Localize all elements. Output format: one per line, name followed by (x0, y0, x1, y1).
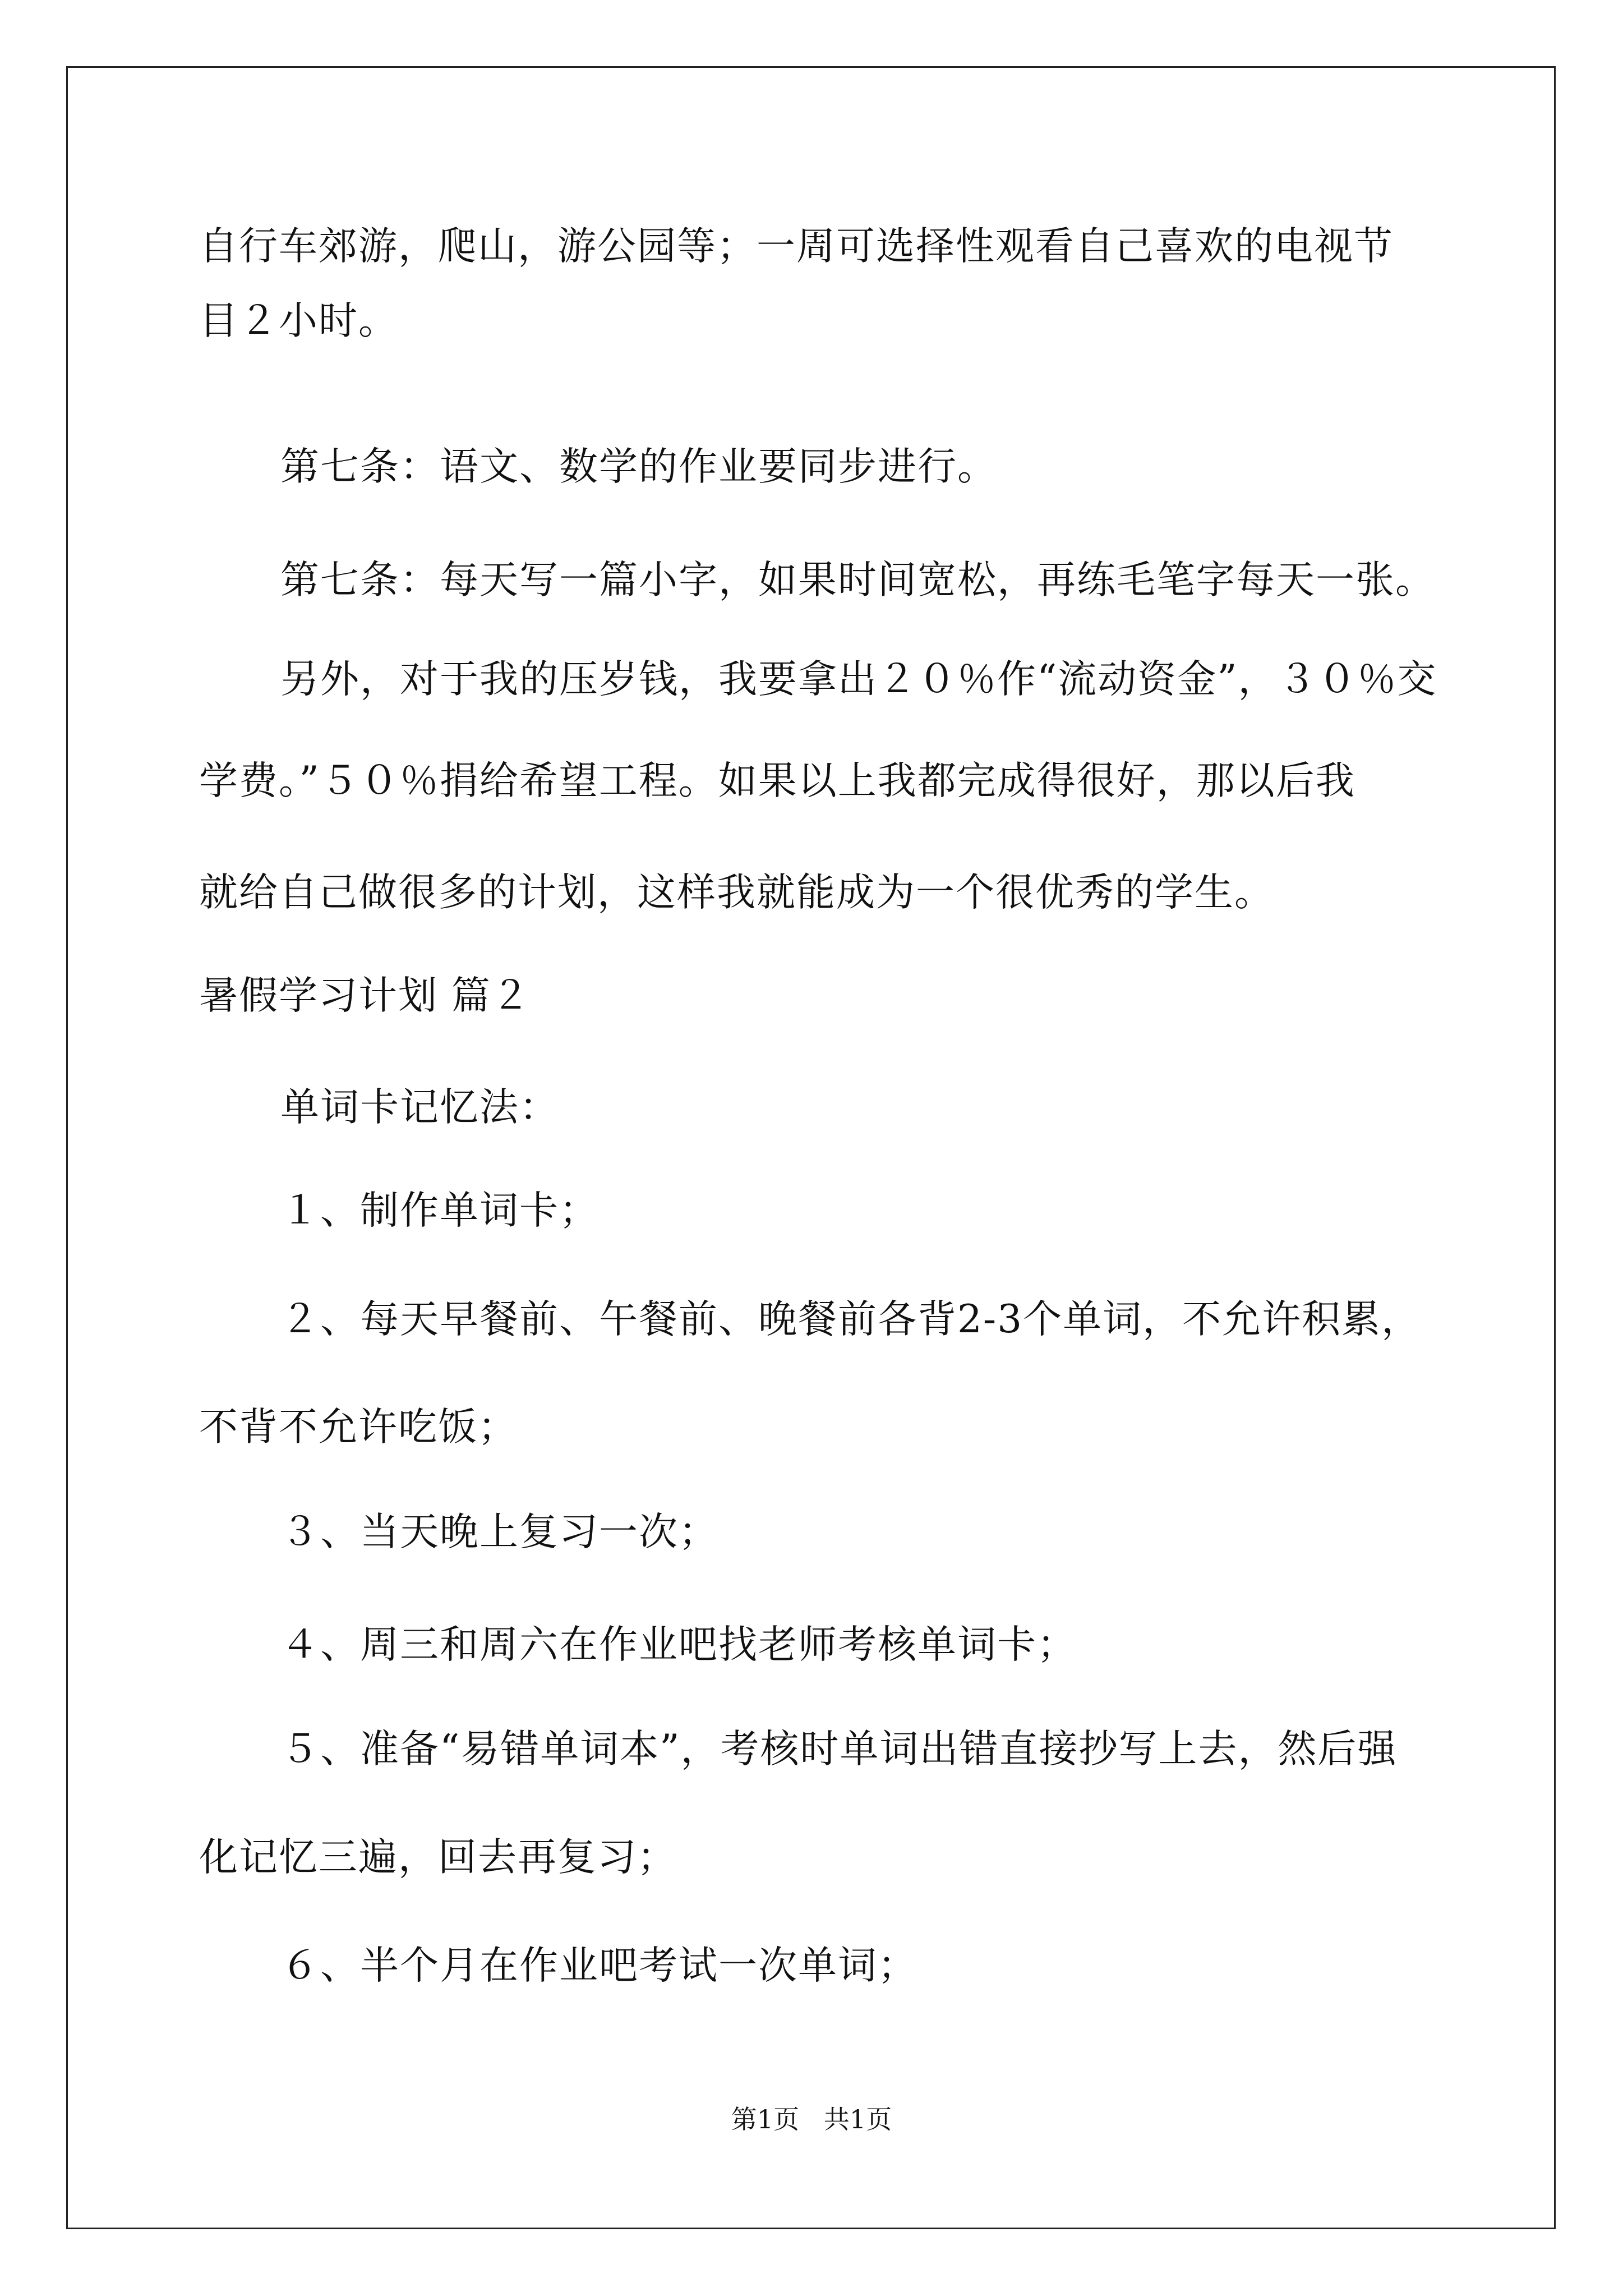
paragraph-line: 就给自己做很多的计划，这样我就能成为一个很优秀的学生。 (199, 870, 1274, 915)
list-item: １、制作单词卡； (280, 1188, 599, 1233)
paragraph-line: 另外，对于我的压岁钱，我要拿出２０％作“流动资金”，３０％交 (280, 657, 1437, 702)
paragraph-line: 第七条：语文、数学的作业要同步进行。 (280, 444, 997, 489)
page-footer (0, 2099, 1623, 2136)
paragraph-line: 化记忆三遍，回去再复习； (199, 1835, 677, 1880)
list-item: ３、当天晚上复习一次； (280, 1510, 718, 1554)
paragraph-line: 目２小时。 (199, 298, 398, 343)
paragraph-line: 学费。”５０％捐给希望工程。如果以上我都完成得很好，那以后我 (199, 758, 1355, 803)
list-item: ６、半个月在作业吧考试一次单词； (280, 1943, 917, 1988)
section-heading: 暑假学习计划 篇２ (199, 973, 531, 1018)
paragraph-line: 不背不允许吃饭； (199, 1405, 518, 1450)
list-item: ４、周三和周六在作业吧找老师考核单词卡； (280, 1622, 1077, 1667)
list-item: ２、每天早餐前、午餐前、晚餐前各背2-3个单词，不允许积累， (280, 1297, 1422, 1342)
paragraph-line: 自行车郊游，爬山，游公园等；一周可选择性观看自己喜欢的电视节 (199, 224, 1394, 269)
paragraph-line: 单词卡记忆法： (280, 1085, 559, 1130)
page-border (66, 66, 1556, 2229)
list-item: ５、准备“易错单词本”，考核时单词出错直接抄写上去，然后强 (280, 1727, 1398, 1772)
page-number-label: 第1页 共1页 (731, 2104, 892, 2134)
paragraph-line: 第七条：每天写一篇小字，如果时间宽松，再练毛笔字每天一张。 (280, 558, 1435, 602)
